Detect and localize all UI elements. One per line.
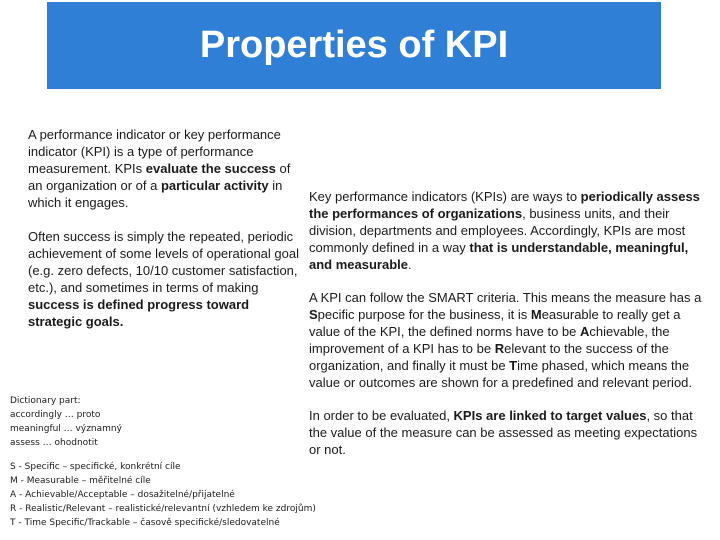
bold-text-run: periodically assess the performances of organizations: [309, 189, 700, 221]
spacer: [10, 450, 340, 460]
smart-item: M - Measurable – měřitelné cíle: [10, 476, 151, 486]
left-paragraph-2: [28, 228, 300, 330]
right-paragraph-3: [309, 407, 709, 458]
bold-text-run: R: [494, 341, 505, 356]
bold-text-run: success is defined progress toward strategic goals.: [28, 297, 250, 329]
bold-text-run: particular activity: [160, 178, 269, 193]
left-paragraph-1: [28, 126, 300, 211]
dictionary-term: assess … ohodnotit: [10, 438, 98, 448]
text-run: ime phased, which means the value or outcomes are shown for a predefined and relevant period.: [309, 358, 693, 390]
dictionary-term: accordingly … proto: [10, 410, 101, 420]
right-paragraph-2: [309, 289, 709, 391]
bold-text-run: evaluate the success: [145, 161, 276, 176]
smart-item: T - Time Specific/Trackable – časově specifické/sledovatelné: [10, 518, 280, 528]
text-run: .: [408, 257, 412, 272]
left-column: [28, 126, 300, 347]
text-run: Often success is simply the repeated, periodic achievement of some levels of operational goal (e.g. zero defects, 10/10 customer satisfaction, etc.), and sometimes in terms of making: [28, 229, 299, 295]
smart-item: S - Specific – specifické, konkrétní cíle: [10, 462, 181, 472]
right-column: [309, 188, 709, 474]
text-run: elevant to the success of the organization, and finally it must be: [309, 341, 669, 373]
text-run: of an organization or of a: [28, 161, 291, 193]
text-run: , so that the value of the measure can be assessed as meeting expectations or not.: [309, 408, 698, 457]
bold-text-run: T: [509, 358, 518, 373]
text-run: In order to be evaluated,: [309, 408, 454, 423]
dictionary-heading: Dictionary part:: [10, 396, 81, 406]
text-run: easurable to really get a value of the KPI, the defined norms have to be: [309, 307, 681, 339]
bold-text-run: S: [309, 307, 318, 322]
bold-text-run: KPIs are linked to target values: [453, 408, 647, 423]
bold-text-run: A: [580, 324, 590, 339]
smart-item: A - Achievable/Acceptable – dosažitelné/přijatelné: [10, 490, 235, 500]
text-run: pecific purpose for the business, it is: [317, 307, 531, 322]
slide-title: Properties of KPI: [199, 24, 509, 66]
title-banner: [47, 2, 661, 89]
bold-text-run: M: [530, 307, 542, 322]
smart-item: R - Realistic/Relevant – realistické/relevantní (vzhledem ke zdrojům): [10, 504, 316, 514]
dictionary-term: meaningful … významný: [10, 424, 122, 434]
dictionary-section: [10, 394, 340, 530]
text-run: A KPI can follow the SMART criteria. This means the measure has a: [309, 290, 702, 305]
text-run: Key performance indicators (KPIs) are ways to: [309, 189, 581, 204]
text-run: chievable, the improvement of a KPI has to be: [309, 324, 670, 356]
text-run: A performance indicator or key performance indicator (KPI) is a type of performance measurement. KPIs: [28, 127, 281, 176]
text-run: in which it engages.: [28, 178, 283, 210]
bold-text-run: that is understandable, meaningful, and measurable: [309, 240, 689, 272]
right-paragraph-1: [309, 188, 709, 273]
text-run: , business units, and their division, departments and employees. Accordingly, KPIs are most commonly defined in a way: [309, 206, 686, 255]
